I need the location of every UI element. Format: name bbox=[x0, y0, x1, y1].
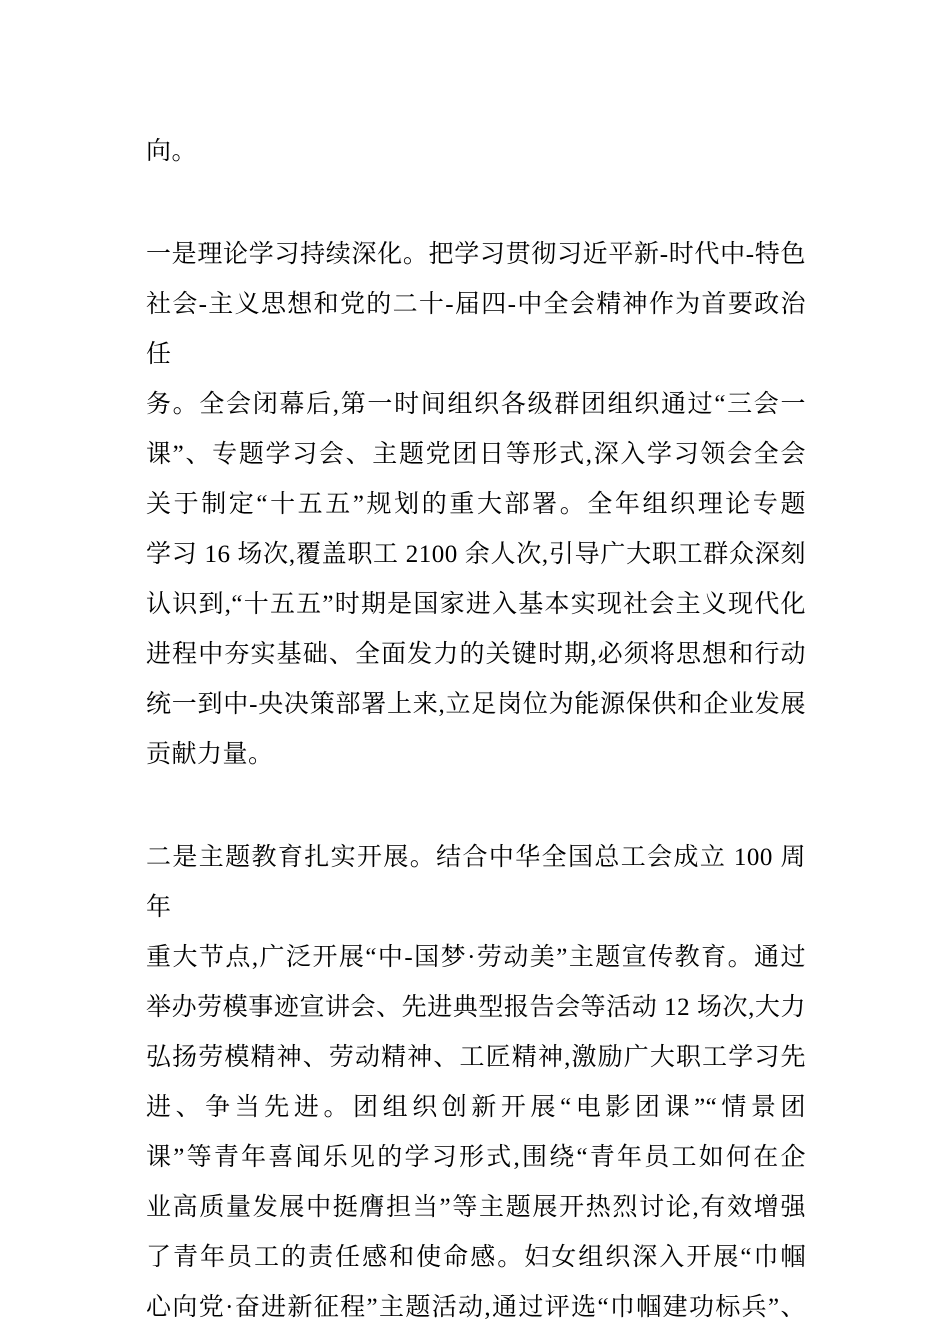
text-line: 课”等青年喜闻乐见的学习形式,围绕“青年员工如何在企 bbox=[146, 1144, 806, 1171]
paragraph-theory-study bbox=[146, 230, 806, 780]
text-line: 学习 16 场次,覆盖职工 2100 余人次,引导广大职工群众深刻 bbox=[146, 541, 806, 568]
text-line: 进、争当先进。团组织创新开展“电影团课”“情景团 bbox=[146, 1094, 806, 1121]
text-line: 心向党·奋进新征程”主题活动,通过评选“巾帼建功标兵”、 bbox=[146, 1294, 806, 1321]
text-line: 一是理论学习持续深化。把学习贯彻习近平新-时代中-特色 bbox=[146, 241, 806, 268]
text-line: 举办劳模事迹宣讲会、先进典型报告会等活动 12 场次,大力 bbox=[146, 994, 806, 1021]
paragraph-continuation bbox=[146, 127, 806, 177]
paragraph-theme-education bbox=[146, 833, 806, 1333]
text-line: 关于制定“十五五”规划的重大部署。全年组织理论专题 bbox=[146, 491, 806, 518]
text-line: 了青年员工的责任感和使命感。妇女组织深入开展“巾帼 bbox=[146, 1244, 806, 1271]
text-line: 社会-主义思想和党的二十-届四-中全会精神作为首要政治任 bbox=[146, 291, 806, 368]
text-line: 进程中夯实基础、全面发力的关键时期,必须将思想和行动 bbox=[146, 641, 806, 668]
text-line: 课”、专题学习会、主题党团日等形式,深入学习领会全会 bbox=[146, 441, 806, 468]
text-line: 二是主题教育扎实开展。结合中华全国总工会成立 100 周年 bbox=[146, 844, 806, 921]
text-line: 业高质量发展中挺膺担当”等主题展开热烈讨论,有效增强 bbox=[146, 1194, 806, 1221]
text-line: 务。全会闭幕后,第一时间组织各级群团组织通过“三会一 bbox=[146, 391, 806, 418]
text-line: 认识到,“十五五”时期是国家进入基本实现社会主义现代化 bbox=[146, 591, 806, 618]
text-line: 弘扬劳模精神、劳动精神、工匠精神,激励广大职工学习先 bbox=[146, 1044, 806, 1071]
text-line: 向。 bbox=[146, 138, 198, 165]
document-body bbox=[146, 127, 806, 1333]
text-line: 重大节点,广泛开展“中-国梦·劳动美”主题宣传教育。通过 bbox=[146, 944, 806, 971]
text-line: 贡献力量。 bbox=[146, 741, 274, 768]
text-line: 统一到中-央决策部署上来,立足岗位为能源保供和企业发展 bbox=[146, 691, 806, 718]
